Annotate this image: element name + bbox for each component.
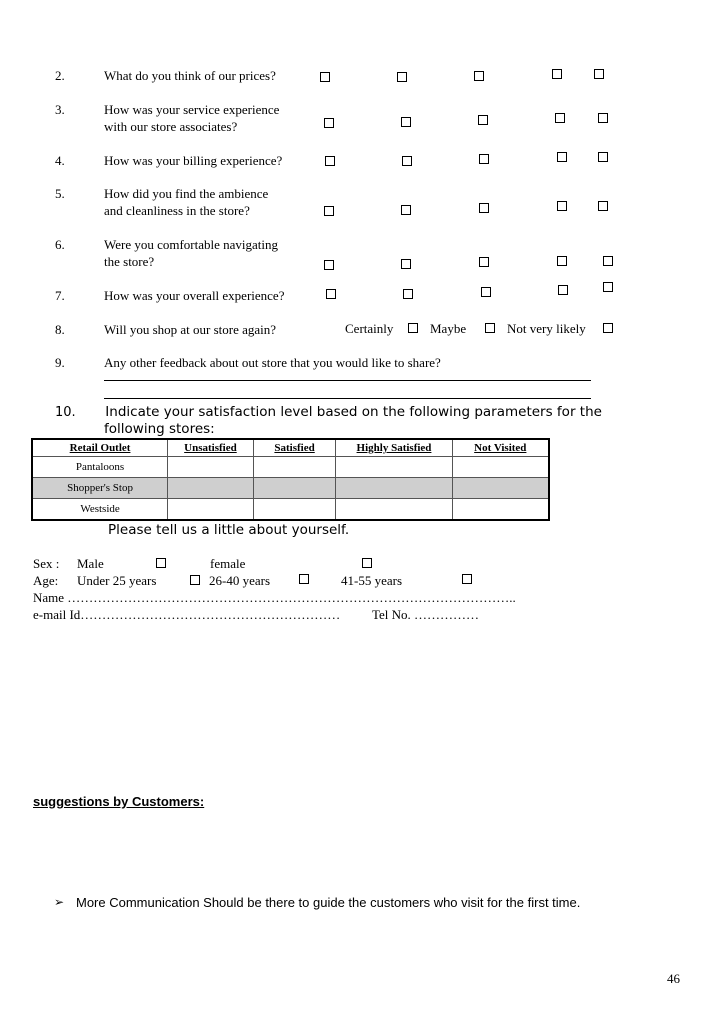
question-number: 5.: [55, 186, 65, 201]
rating-checkbox[interactable]: [598, 201, 608, 211]
option-not-very-likely-checkbox[interactable]: [603, 323, 613, 333]
question-text-line2: following stores:: [104, 421, 215, 437]
tel-field[interactable]: Tel No. ……………: [372, 607, 480, 622]
rating-checkbox[interactable]: [557, 152, 567, 162]
option-certainly-label: Certainly: [345, 321, 394, 336]
question-number: 2.: [55, 68, 65, 83]
rating-checkbox[interactable]: [594, 69, 604, 79]
sex-label: Sex :: [33, 556, 60, 571]
rating-checkbox[interactable]: [479, 257, 489, 267]
store-name: Pantaloons: [32, 457, 168, 478]
option-not-very-likely-label: Not very likely: [507, 321, 586, 336]
sex-female-checkbox[interactable]: [362, 558, 372, 568]
question-text-line1: How did you find the ambience: [104, 186, 269, 201]
rating-checkbox[interactable]: [558, 285, 568, 295]
store-name: Westside: [32, 499, 168, 521]
rating-checkbox[interactable]: [598, 113, 608, 123]
rating-checkbox[interactable]: [397, 72, 407, 82]
age-26-40-label: 26-40 years: [209, 573, 271, 588]
email-field[interactable]: e-mail Id……………………………………………………: [33, 607, 341, 622]
age-under-25-checkbox[interactable]: [190, 575, 200, 585]
sex-female-label: female: [210, 556, 246, 571]
rating-checkbox[interactable]: [603, 256, 613, 266]
option-maybe-checkbox[interactable]: [485, 323, 495, 333]
column-header: Satisfied: [253, 439, 336, 457]
rating-checkbox[interactable]: [324, 206, 334, 216]
rating-checkbox[interactable]: [401, 259, 411, 269]
rating-cell[interactable]: [452, 499, 549, 521]
rating-checkbox[interactable]: [481, 287, 491, 297]
rating-checkbox[interactable]: [403, 289, 413, 299]
rating-checkbox[interactable]: [324, 260, 334, 270]
question-number: 8.: [55, 322, 65, 337]
question-text-line2: with our store associates?: [104, 119, 238, 134]
rating-checkbox[interactable]: [401, 205, 411, 215]
rating-cell[interactable]: [336, 478, 452, 499]
rating-cell[interactable]: [253, 499, 336, 521]
rating-checkbox[interactable]: [402, 156, 412, 166]
store-name: Shopper's Stop: [32, 478, 168, 499]
suggestions-heading: suggestions by Customers:: [33, 794, 205, 809]
rating-cell[interactable]: [253, 478, 336, 499]
question-number: 4.: [55, 153, 65, 168]
table-row: [32, 499, 549, 521]
about-heading: Please tell us a little about yourself.: [108, 522, 350, 538]
question-text-line1: How was your service experience: [104, 102, 280, 117]
age-26-40-checkbox[interactable]: [299, 574, 309, 584]
age-41-55-checkbox[interactable]: [462, 574, 472, 584]
rating-checkbox[interactable]: [324, 118, 334, 128]
sex-male-checkbox[interactable]: [156, 558, 166, 568]
question-text: How was your overall experience?: [104, 288, 285, 303]
rating-checkbox[interactable]: [479, 203, 489, 213]
rating-checkbox[interactable]: [552, 69, 562, 79]
question-number: 6.: [55, 237, 65, 252]
rating-cell[interactable]: [452, 478, 549, 499]
age-under-25-label: Under 25 years: [77, 573, 157, 588]
age-label: Age:: [33, 573, 59, 588]
rating-checkbox[interactable]: [325, 156, 335, 166]
rating-cell[interactable]: [452, 457, 549, 478]
question-number: 10.: [55, 405, 76, 420]
age-41-55-label: 41-55 years: [341, 573, 403, 588]
rating-checkbox[interactable]: [320, 72, 330, 82]
option-certainly-checkbox[interactable]: [408, 323, 418, 333]
question-number: 7.: [55, 288, 65, 303]
name-field[interactable]: Name …………………………………………………………………………………………..: [33, 590, 516, 605]
rating-cell[interactable]: [253, 457, 336, 478]
rating-checkbox[interactable]: [326, 289, 336, 299]
rating-checkbox[interactable]: [598, 152, 608, 162]
rating-checkbox[interactable]: [557, 256, 567, 266]
rating-cell[interactable]: [336, 457, 452, 478]
rating-checkbox[interactable]: [474, 71, 484, 81]
column-header: Highly Satisfied: [336, 439, 452, 457]
option-maybe-label: Maybe: [430, 321, 467, 336]
question-text-line2: the store?: [104, 254, 155, 269]
rating-cell[interactable]: [168, 499, 254, 521]
page-number: 46: [667, 971, 680, 986]
question-number: 9.: [55, 355, 65, 370]
feedback-answer-line[interactable]: [104, 380, 591, 381]
question-text: Any other feedback about out store that you would like to share?: [104, 355, 441, 370]
rating-checkbox[interactable]: [603, 282, 613, 292]
table-row: [32, 457, 549, 478]
table-row: [32, 478, 549, 499]
column-header: Unsatisfied: [168, 439, 254, 457]
table-header-row: [32, 439, 549, 457]
rating-cell[interactable]: [168, 457, 254, 478]
suggestion-item: More Communication Should be there to guide the customers who visit for the first time.: [76, 895, 581, 910]
question-text-line2: and cleanliness in the store?: [104, 203, 250, 218]
question-number: 3.: [55, 102, 65, 117]
rating-cell[interactable]: [336, 499, 452, 521]
question-text: Will you shop at our store again?: [104, 322, 277, 337]
rating-cell[interactable]: [168, 478, 254, 499]
rating-checkbox[interactable]: [478, 115, 488, 125]
rating-checkbox[interactable]: [555, 113, 565, 123]
question-text-line1: Indicate your satisfaction level based on the following parameters for the: [101, 404, 602, 420]
rating-checkbox[interactable]: [557, 201, 567, 211]
rating-checkbox[interactable]: [401, 117, 411, 127]
column-header: Retail Outlet: [32, 439, 168, 457]
store-satisfaction-table: [31, 438, 550, 521]
rating-checkbox[interactable]: [479, 154, 489, 164]
arrow-bullet-icon: ➢: [54, 895, 65, 909]
sex-male-label: Male: [77, 556, 104, 571]
question-text-line1: Were you comfortable navigating: [104, 237, 279, 252]
question-text: What do you think of our prices?: [104, 68, 276, 83]
feedback-answer-line[interactable]: [104, 398, 591, 399]
question-text: How was your billing experience?: [104, 153, 283, 168]
column-header: Not Visited: [452, 439, 549, 457]
